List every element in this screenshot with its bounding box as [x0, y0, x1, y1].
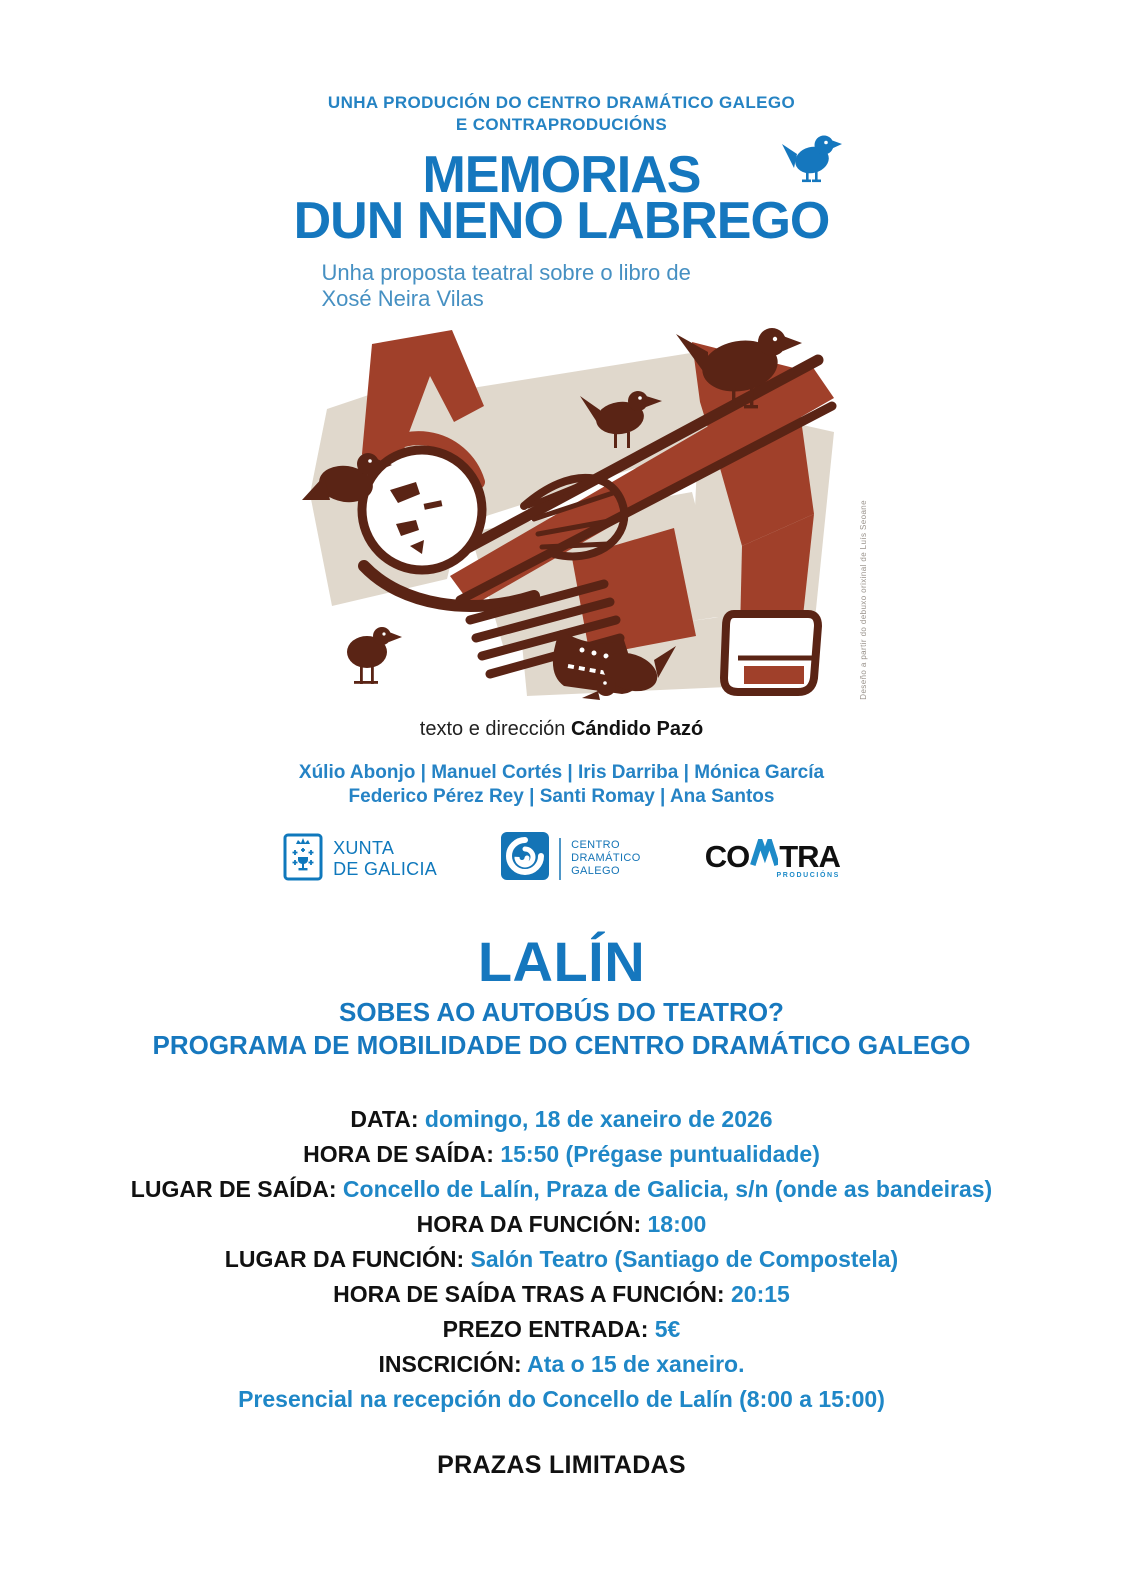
- event-extra-line: Presencial na recepción do Concello de Lalín (8:00 a 15:00): [238, 1386, 885, 1412]
- bird-icon: [781, 126, 843, 189]
- detail-label: PREZO ENTRADA:: [442, 1316, 649, 1342]
- cast-list: [0, 761, 1123, 809]
- direction-line: [0, 718, 1123, 741]
- detail-label: LUGAR DA FUNCIÓN:: [224, 1246, 465, 1272]
- detail-line-hora-saida: [0, 1137, 1123, 1172]
- title-line-1: MEMORIAS: [422, 146, 701, 204]
- detail-value: 5€: [654, 1316, 681, 1342]
- detail-value: Concello de Lalín, Praza de Galicia, s/n (onde as bandeiras): [342, 1176, 993, 1202]
- production-credit: [0, 0, 1123, 136]
- direction-prefix: texto e dirección: [419, 718, 571, 740]
- detail-line-lugar-funcion: [0, 1242, 1123, 1277]
- detail-line-data: [0, 1102, 1123, 1137]
- detail-line-saida-tras-funcion: [0, 1277, 1123, 1312]
- subtitle-line-2: Xosé Neira Vilas: [321, 286, 484, 311]
- production-credit-line-2: E CONTRAPRODUCIÓNS: [455, 115, 668, 134]
- illustration-graphic: [272, 314, 852, 706]
- contra-logo: [705, 839, 840, 879]
- detail-value: 18:00: [647, 1211, 707, 1237]
- subtitle-line-1: Unha proposta teatral sobre o libro de: [321, 260, 691, 285]
- subtitle: [322, 260, 802, 312]
- xunta-logo: [283, 831, 437, 886]
- direction-name: Cándido Pazó: [570, 718, 704, 740]
- detail-value: 15:50 (Prégase puntualidade): [500, 1141, 820, 1167]
- xunta-text-line-2: DE GALICIA: [333, 858, 438, 879]
- detail-label: INSCRICIÓN:: [378, 1351, 522, 1377]
- contra-subtext: PRODUCIÓNS: [776, 871, 840, 879]
- detail-line-hora-funcion: [0, 1207, 1123, 1242]
- detail-label: HORA DE SAÍDA TRAS A FUNCIÓN:: [333, 1281, 725, 1307]
- detail-line-inscricion: [0, 1347, 1123, 1382]
- illustration-credit: Deseño a partir do debuxo orixinal de Luís Seoane: [858, 500, 868, 700]
- production-credit-line-1: UNHA PRODUCIÓN DO CENTRO DRAMÁTICO GALEGO: [327, 93, 796, 112]
- event-section: [0, 932, 1123, 1480]
- detail-label: HORA DE SAÍDA:: [303, 1141, 494, 1167]
- cdg-symbol-icon: [501, 832, 549, 885]
- cdg-logo-text: [571, 839, 641, 878]
- cdg-text-line-2: DRAMÁTICO: [571, 852, 641, 864]
- xunta-text-line-1: XUNTA: [333, 837, 395, 858]
- detail-line-prezo: [0, 1312, 1123, 1347]
- event-tagline-2: PROGRAMA DE MOBILIDADE DO CENTRO DRAMÁTICO GALEGO: [152, 1030, 971, 1060]
- contra-n-icon: [749, 839, 779, 871]
- cdg-divider: [559, 838, 561, 880]
- cdg-text-line-3: GALEGO: [571, 865, 620, 877]
- title-line-2: DUN NENO LABREGO: [293, 192, 830, 250]
- event-footer: PRAZAS LIMITADAS: [437, 1451, 686, 1479]
- contra-text-right: TRA: [779, 838, 840, 874]
- xunta-emblem-icon: [283, 831, 323, 886]
- cdg-text-line-1: CENTRO: [571, 839, 620, 851]
- detail-value: Salón Teatro (Santiago de Compostela): [470, 1246, 899, 1272]
- cast-line-2: Federico Pérez Rey | Santi Romay | Ana Santos: [348, 786, 775, 807]
- event-tagline-1: SOBES AO AUTOBÚS DO TEATRO?: [339, 997, 784, 1027]
- detail-label: HORA DA FUNCIÓN:: [416, 1211, 642, 1237]
- detail-label: DATA:: [350, 1106, 419, 1132]
- detail-value: Ata o 15 de xaneiro.: [527, 1351, 745, 1377]
- cast-line-1: Xúlio Abonjo | Manuel Cortés | Iris Darriba | Mónica García: [298, 762, 825, 783]
- contra-wordmark: [704, 838, 840, 874]
- detail-value: domingo, 18 de xaneiro de 2026: [424, 1106, 773, 1132]
- contra-text-left: CO: [704, 838, 750, 874]
- xunta-logo-text: [333, 838, 437, 880]
- detail-line-lugar-saida: [0, 1172, 1123, 1207]
- show-title: [293, 146, 830, 250]
- detail-value: 20:15: [730, 1281, 790, 1307]
- cdg-logo: [501, 832, 641, 885]
- event-city: LALÍN: [477, 930, 646, 993]
- event-details: [0, 1102, 1123, 1417]
- logos-row: [0, 831, 1123, 886]
- detail-label: LUGAR DE SAÍDA:: [130, 1176, 337, 1202]
- poster-illustration: [272, 314, 868, 706]
